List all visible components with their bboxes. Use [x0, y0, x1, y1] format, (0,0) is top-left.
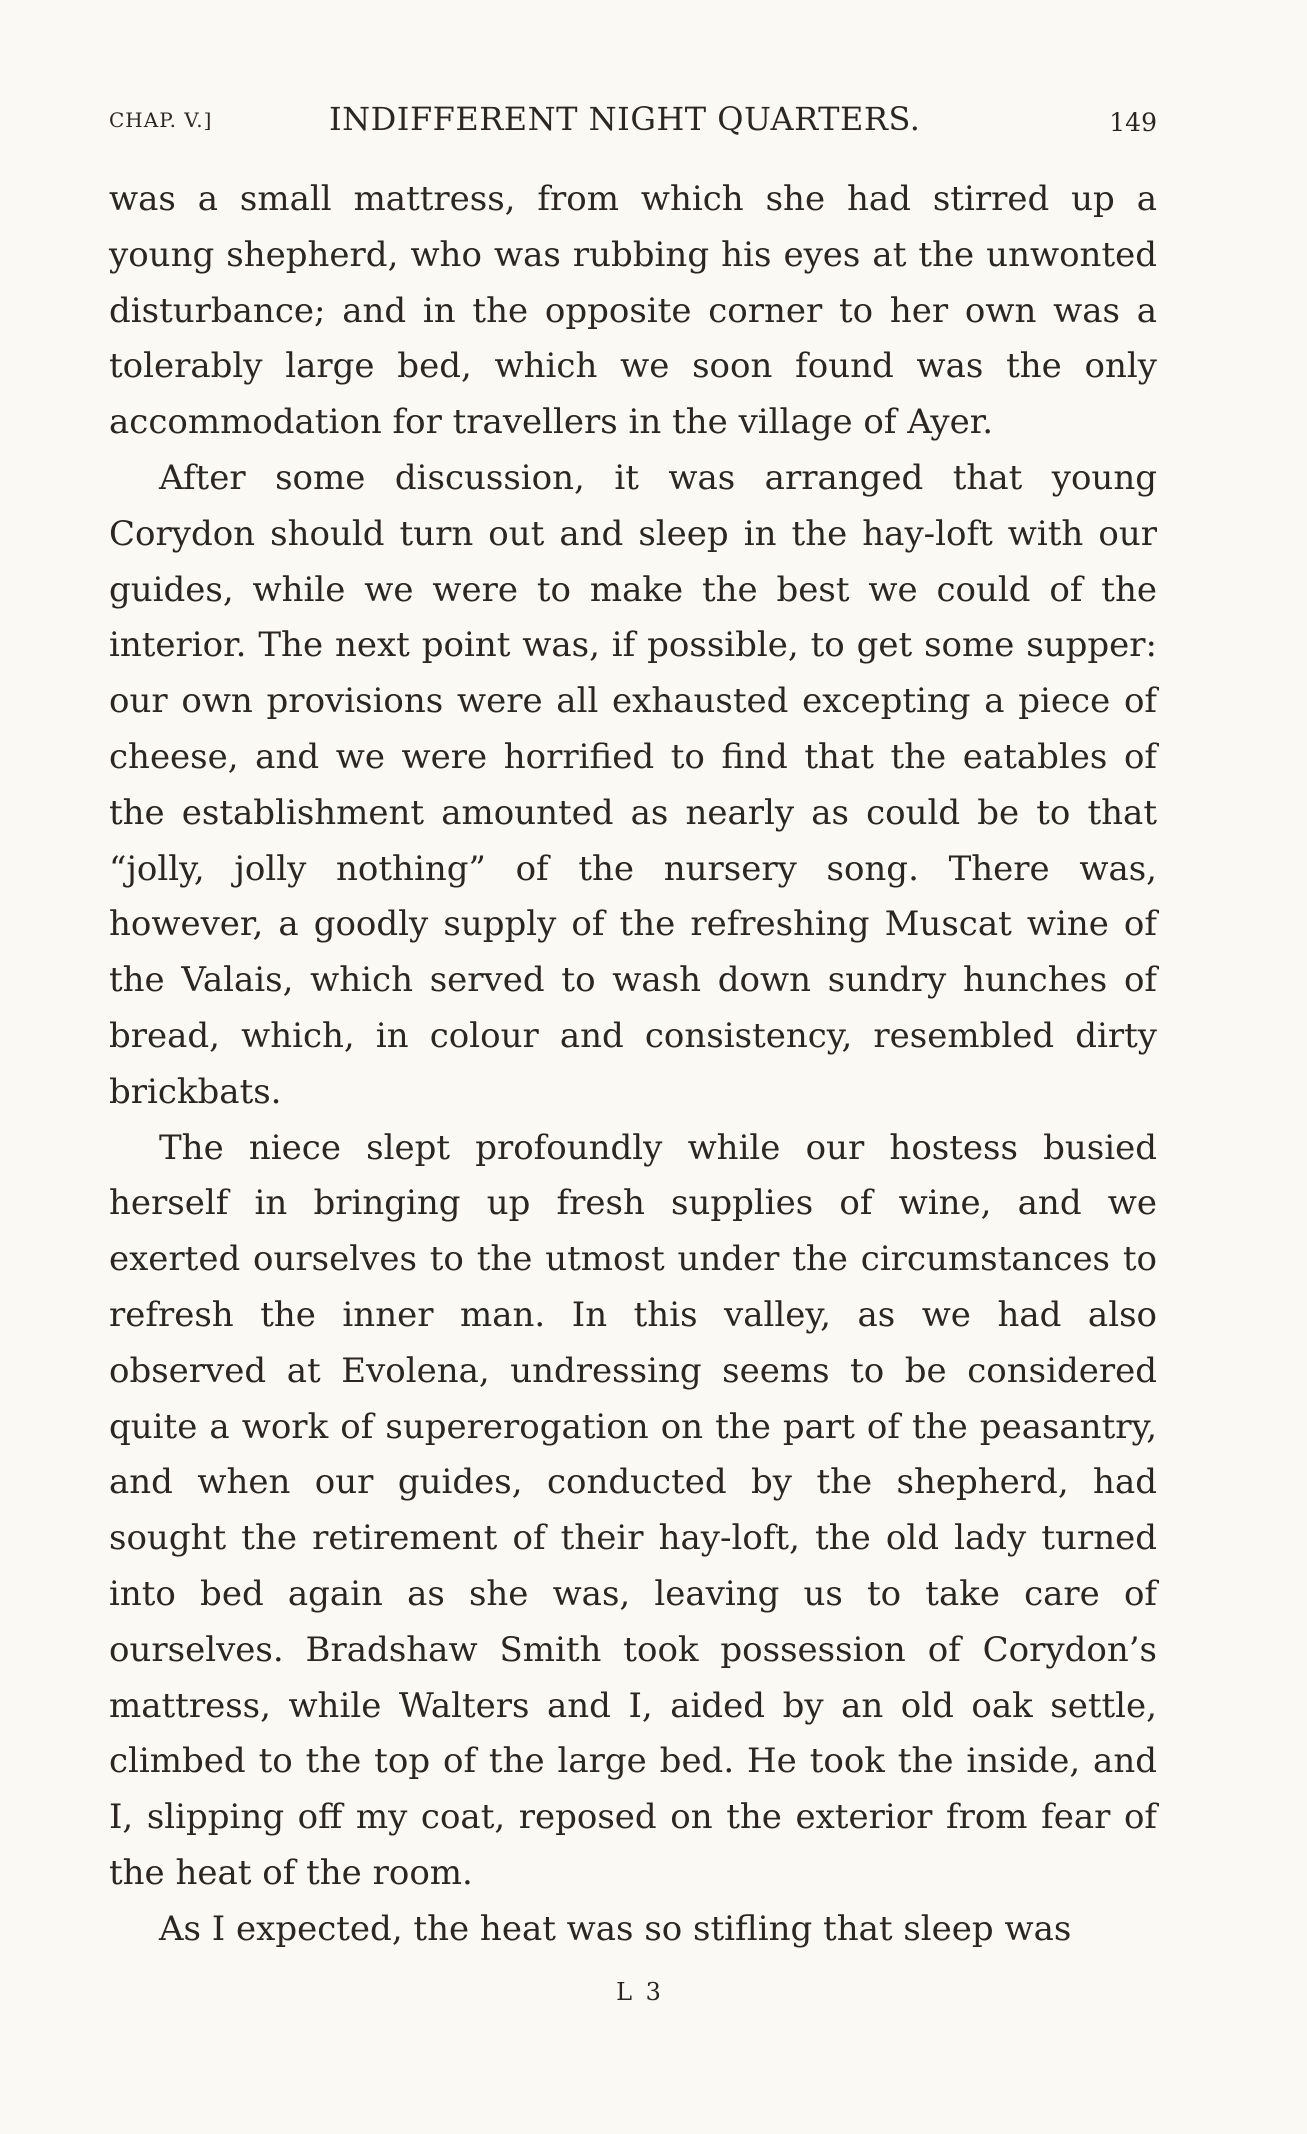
paragraph-continued: was a small mattress, from which she had stirred up a young shepherd, who was rubbing his eyes at the unwonted disturbance; and in the opposite corner to her own was a tolerably large bed, which we soon found was the only accommodation for travellers in the village of Ayer. [109, 179, 1157, 443]
body-text [109, 172, 1157, 1958]
page-number: 149 [1109, 108, 1157, 137]
chapter-label: CHAP. V.] [109, 108, 213, 132]
paragraph: After some discussion, it was arranged that young Corydon should turn out and sleep in the hay-loft with our guides, while we were to make the best we could of the interior. The next point was, if possible, to get some supper: our own provisions were all exhausted excepting a piece of cheese, and we were horrified to find that the eatables of the establishment amounted as nearly as could be to that “jolly, jolly nothing” of the nursery song. There was, however, a goodly supply of the refreshing Muscat wine of the Valais, which served to wash down sundry hunches of bread, which, in colour and consistency, resembled dirty brickbats. [109, 457, 1157, 1112]
paragraph: The niece slept profoundly while our hostess busied herself in bringing up fresh supplies of wine, and we exerted ourselves to the utmost under the circumstances to refresh the inner man. In this valley, as we had also observed at Evolena, undressing seems to be considered quite a work of supererogation on the part of the peasantry, and when our guides, conducted by the shepherd, had sought the retirement of their hay-loft, the old lady turned into bed again as she was, leaving us to take care of ourselves. Bradshaw Smith took possession of Corydon’s mattress, while Walters and I, aided by an old oak settle, climbed to the top of the large bed. He took the inside, and I, slipping off my coat, reposed on the exterior from fear of the heat of the room. [109, 1127, 1157, 1893]
signature-mark: L 3 [616, 1978, 664, 2006]
running-title: INDIFFERENT NIGHT QUARTERS. [329, 100, 921, 138]
running-head [109, 100, 1157, 148]
paragraph-last: As I expected, the heat was so stifling that sleep was [159, 1908, 1072, 1949]
